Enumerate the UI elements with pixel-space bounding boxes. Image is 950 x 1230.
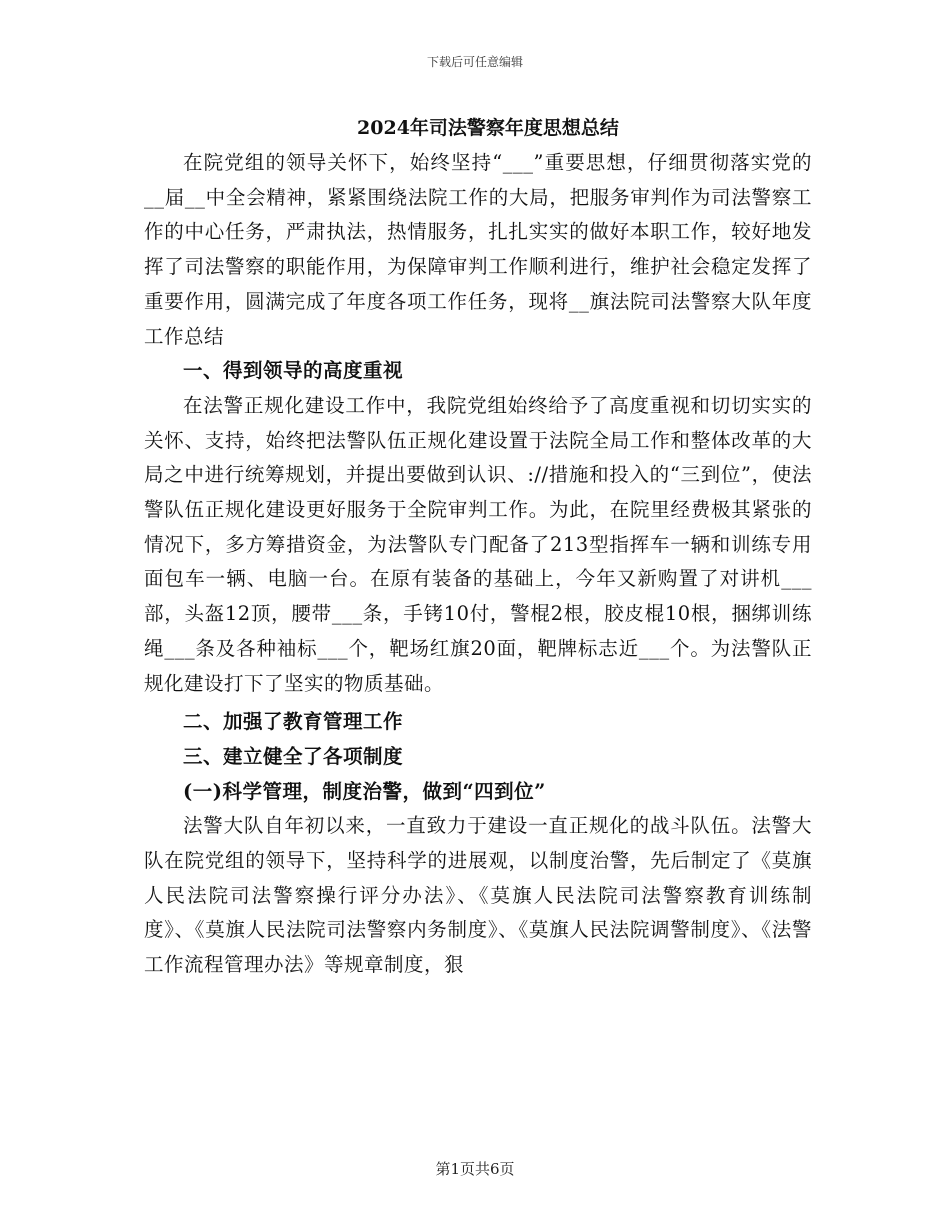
document-body bbox=[144, 112, 812, 983]
section-1-paragraph: 在法警正规化建设工作中，我院党组始终给予了高度重视和切切实实的关怀、支持，始终把法警队伍正规化建设置于法院全局工作和整体改革的大局之中进行统筹规划，并提出要做到认识、://措施和投入的“三到位”，使法警队伍正规化建设更好服务于全院审判工作。为此，在院里经费极其紧张的情况下，多方筹措资金，为法警队专门配备了213型指挥车一辆和训练专用面包车一辆、电脑一台。在原有装备的基础上，今年又新购置了对讲机___部，头盔12顶，腰带___条，手铐10付，警棍2根，胶皮棍10根，捆绑训练绳___条及各种袖标___个，靶场红旗20面，靶牌标志近___个。为法警队正规化建设打下了坚实的物质基础。 bbox=[144, 393, 812, 695]
page-number: 第1页共6页 bbox=[435, 1160, 515, 1178]
section-heading-3: 三、建立健全了各项制度 bbox=[183, 744, 404, 768]
intro-paragraph: 在院党组的领导关怀下，始终坚持“___”重要思想，仔细贯彻落实党的__届__中全会精神，紧紧围绕法院工作的大局，把服务审判作为司法警察工作的中心任务，严肃执法，热情服务，扎扎实实的做好本职工作，较好地发挥了司法警察的职能作用，为保障审判工作顺利进行，维护社会稳定发挥了重要作用，圆满完成了年度各项工作任务，现将__旗法院司法警察大队年度工作总结 bbox=[144, 151, 812, 348]
subsection-1-paragraph: 法警大队自年初以来，一直致力于建设一直正规化的战斗队伍。法警大队在院党组的领导下，坚持科学的进展观，以制度治警，先后制定了《莫旗人民法院司法警察操行评分办法》、《莫旗人民法院司法警察教育训练制度》、《莫旗人民法院司法警察内务制度》、《莫旗人民法院调警制度》、《法警工作流程管理办法》等规章制度，狠 bbox=[144, 814, 812, 977]
subsection-heading-1: (一)科学管理，制度治警，做到“四到位” bbox=[183, 779, 546, 803]
section-heading-2: 二、加强了教育管理工作 bbox=[183, 710, 404, 734]
document-title: 2024年司法警察年度思想总结 bbox=[357, 117, 619, 139]
section-heading-1: 一、得到领导的高度重视 bbox=[183, 359, 404, 383]
page-header-note: 下载后可任意编辑 bbox=[426, 55, 523, 69]
